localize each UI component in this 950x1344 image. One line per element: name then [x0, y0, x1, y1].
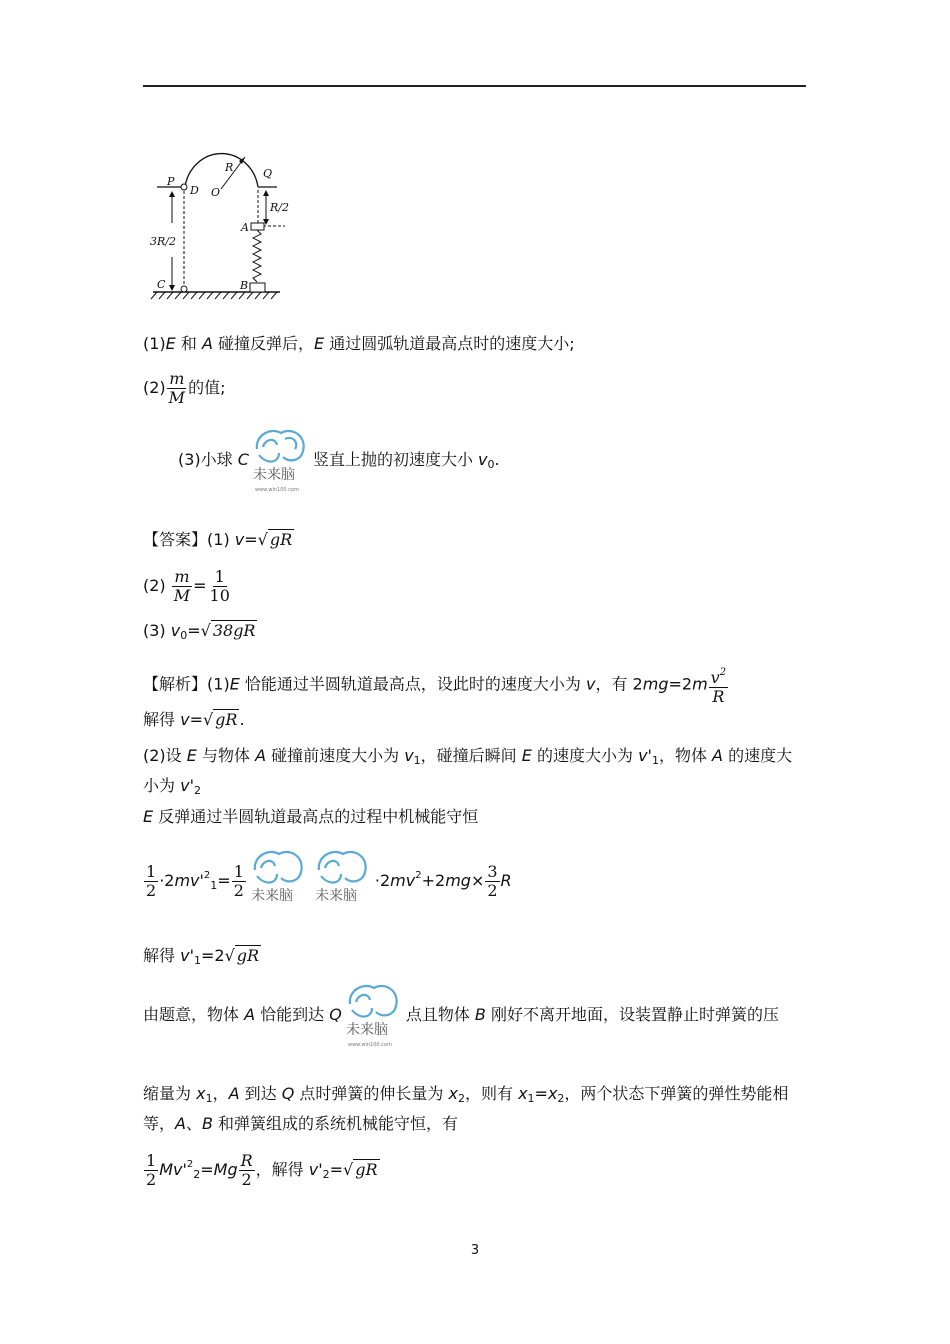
watermark-text: 未来脑 [252, 466, 295, 483]
text: = [217, 871, 231, 890]
q1-var: A [201, 334, 213, 353]
label-P: P [167, 175, 175, 188]
text: 反弹通过半圆轨道最高点的过程中机械能守恒 [153, 807, 479, 826]
var: R [500, 871, 512, 890]
text: 和弹簧组成的系统机械能守恒，有 [212, 1114, 459, 1133]
var: A [175, 1114, 186, 1133]
text: ·2 [159, 871, 175, 890]
answer-prefix: (1) [207, 530, 235, 549]
frac-num: m [169, 369, 185, 388]
text: = [329, 1160, 344, 1179]
watermark-logo [247, 846, 375, 918]
frac-den: M [173, 586, 191, 605]
q3-sub: 0 [487, 458, 495, 471]
var: x [518, 1084, 528, 1103]
sqrt: √ 38gR [200, 621, 256, 640]
analysis-line-7 [143, 944, 261, 973]
frac-num: 1 [146, 1151, 157, 1170]
var: E [186, 746, 197, 765]
q2-text: 的值; [188, 378, 226, 397]
var: A [228, 1084, 240, 1103]
radicand: gR [215, 710, 238, 729]
text: ，则有 [464, 1084, 519, 1103]
sup: 2 [415, 870, 422, 881]
text: ， [212, 1084, 229, 1103]
radicand: gR [355, 1160, 378, 1179]
q1-var: E [314, 334, 325, 353]
sup: 2 [203, 870, 211, 881]
analysis-label: 【解析】 [143, 674, 208, 694]
answer-eq: = [244, 530, 258, 549]
frac-den: M [168, 388, 186, 407]
answer-var: v [234, 530, 245, 549]
sub: 2 [193, 1168, 201, 1181]
text: (2)设 [143, 746, 187, 765]
fraction-m-over-M [167, 370, 187, 407]
var: mg [445, 871, 471, 890]
var: E [229, 674, 240, 694]
text: =2 [200, 946, 225, 965]
sqrt: √ gR [257, 530, 293, 549]
text: 点且物体 [405, 1005, 475, 1024]
prime: ' [189, 776, 194, 795]
frac-den: 2 [233, 881, 244, 900]
q1-var: E [165, 334, 176, 353]
text: ·2 [374, 871, 391, 890]
var: E [521, 746, 532, 765]
q1-text: 通过圆弧轨道最高点时的速度大小; [324, 334, 575, 353]
fraction-three-half [485, 863, 499, 900]
sub: 2 [322, 1168, 330, 1181]
analysis-line-11 [143, 1152, 380, 1189]
var: mg [642, 674, 669, 694]
watermark-text: 未来脑 [314, 887, 357, 904]
sub: 1 [527, 1092, 535, 1105]
var: v [308, 1160, 319, 1179]
answer-eq: = [187, 621, 201, 640]
sub: 2 [457, 1092, 465, 1105]
analysis-line-10 [143, 1112, 458, 1136]
analysis-equation-energy [143, 836, 512, 926]
text: 刚好不离开地面，设装置静止时弹簧的压 [485, 1005, 779, 1024]
q1-text: 碰撞反弹后， [212, 334, 315, 353]
text: ，两个状态下弹簧的弹性势能相 [564, 1084, 789, 1103]
label-D: D [190, 184, 199, 197]
physics-figure [145, 135, 290, 305]
answer-eq: = [193, 576, 207, 595]
answer-3 [143, 619, 257, 648]
analysis-line-3 [143, 744, 792, 773]
watermark-url: www.wln100.com [347, 1041, 392, 1048]
fraction-half [232, 863, 246, 900]
question-1 [143, 332, 575, 356]
text: 碰撞前速度大小为 [266, 746, 405, 765]
radicand: gR [236, 946, 260, 965]
fraction [709, 664, 728, 706]
watermark-logo [342, 980, 406, 1052]
var: B [474, 1005, 486, 1024]
var: Q [329, 1005, 342, 1024]
var: m [692, 674, 708, 694]
var: mv [390, 871, 416, 890]
analysis-line-9 [143, 1082, 788, 1111]
answer-2 [143, 568, 233, 605]
sub: 2 [557, 1092, 565, 1105]
sub: 1 [205, 1092, 213, 1105]
question-2 [143, 370, 225, 407]
label-O: O [211, 186, 221, 199]
text: 解得 [143, 946, 181, 965]
q3-var: C [237, 450, 249, 469]
frac-num: 3 [487, 862, 498, 881]
analysis-line-4 [143, 774, 201, 803]
text: 恰能到达 [255, 1005, 330, 1024]
analysis-line-5 [143, 805, 478, 829]
var: v [638, 746, 648, 765]
answer-label: 【答案】 [143, 530, 208, 549]
q2-prefix: (2) [143, 378, 166, 397]
frac-var: v [710, 668, 720, 687]
fraction-half [144, 863, 158, 900]
text: 与物体 [196, 746, 256, 765]
q3-end: . [494, 450, 500, 469]
text: 到达 [239, 1084, 282, 1103]
frac-num: R [240, 1151, 253, 1170]
q3-text: 竖直上抛的初速度大小 [312, 450, 479, 469]
sqrt: √ gR [343, 1160, 378, 1179]
var: A [244, 1005, 256, 1024]
label-A: A [241, 221, 249, 234]
text: ，解得 [255, 1160, 309, 1179]
var: B [201, 1114, 213, 1133]
label-C: C [157, 278, 166, 291]
answer-sub: 0 [180, 629, 188, 642]
prime: ' [189, 946, 194, 965]
fraction [172, 568, 192, 605]
answer-1 [143, 528, 294, 552]
analysis-line-2 [143, 708, 245, 732]
var: E [143, 807, 154, 826]
frac-den: 2 [146, 881, 157, 900]
var: A [712, 746, 723, 765]
analysis-line-8 [143, 975, 779, 1055]
sub: 1 [210, 879, 218, 892]
text: 缩量为 [143, 1084, 197, 1103]
text: =2 [668, 674, 693, 694]
var: v [585, 674, 596, 694]
text: 由题意，物体 [143, 1005, 245, 1024]
analysis-line-1 [143, 664, 729, 706]
watermark-logo [249, 425, 313, 497]
var: x [196, 1084, 206, 1103]
frac-num: 1 [233, 862, 244, 881]
prime: ' [647, 746, 652, 765]
label-R: R [225, 161, 234, 174]
var: v [180, 710, 190, 729]
label-B: B [240, 279, 249, 292]
text: = [200, 1160, 214, 1179]
label-3R-half: 3R/2 [150, 235, 176, 248]
question-3 [178, 420, 500, 505]
answer-prefix: (3) [143, 621, 171, 640]
frac-num: 1 [214, 567, 225, 586]
var: v [404, 746, 414, 765]
q3-var: v [478, 450, 488, 469]
text: 点时弹簧的伸长量为 [294, 1084, 449, 1103]
text: 小为 [143, 776, 181, 795]
watermark-text: 未来脑 [345, 1021, 388, 1038]
var: Q [281, 1084, 295, 1103]
frac-num [709, 664, 728, 688]
text: . [239, 710, 245, 729]
text: = [189, 710, 203, 729]
var: x [547, 1084, 558, 1103]
text: (1) [207, 674, 230, 694]
var: v [180, 946, 190, 965]
text: 的速度大小为 [531, 746, 639, 765]
fraction-half [144, 1152, 158, 1189]
prime: ' [182, 1160, 187, 1179]
text: 的速度大 [722, 746, 793, 765]
sup: 2 [719, 667, 727, 678]
text: 解得 [143, 710, 181, 729]
var: Mv [159, 1160, 183, 1179]
sub: 1 [651, 754, 659, 767]
label-Q: Q [263, 167, 273, 180]
label-R-half: R/2 [270, 201, 289, 214]
answer-var: v [170, 621, 181, 640]
prime: ' [318, 1160, 323, 1179]
q1-prefix: (1) [143, 334, 166, 353]
sup: 2 [186, 1159, 194, 1170]
header-rule [143, 85, 806, 87]
sub: 1 [413, 754, 421, 767]
frac-num: 1 [146, 862, 157, 881]
frac-den: 2 [146, 1170, 157, 1189]
frac-den: R [712, 687, 725, 706]
text: 等， [143, 1114, 176, 1133]
radicand: 38gR [212, 621, 256, 640]
var: x [448, 1084, 458, 1103]
sqrt: √ gR [224, 946, 260, 965]
text: ，有 2 [595, 674, 643, 694]
prime: ' [199, 871, 204, 890]
frac-den: 2 [487, 881, 498, 900]
fraction [208, 568, 232, 605]
text: 、 [185, 1114, 202, 1133]
page-number: 3 [470, 1243, 480, 1258]
frac-den: 2 [241, 1170, 252, 1189]
frac-den: 10 [209, 586, 230, 605]
fraction-R-half [239, 1152, 255, 1189]
var: A [255, 746, 267, 765]
text: +2 [421, 871, 446, 890]
q3-prefix: (3)小球 [178, 450, 238, 469]
var: Mg [213, 1160, 238, 1179]
text: 恰能通过半圆轨道最高点，设此时的速度大小为 [239, 674, 586, 694]
sqrt: √ gR [202, 710, 238, 729]
watermark-url: www.wln100.com [254, 486, 299, 493]
var: mv [174, 871, 200, 890]
answer-prefix: (2) [143, 576, 171, 595]
frac-num: m [174, 567, 190, 586]
text: ，物体 [658, 746, 713, 765]
var: v [180, 776, 190, 795]
sub: 1 [193, 954, 201, 967]
q1-text: 和 [175, 334, 202, 353]
watermark-text: 未来脑 [250, 887, 293, 904]
text: = [534, 1084, 548, 1103]
text: ，碰撞后瞬间 [420, 746, 522, 765]
radicand: gR [269, 530, 293, 549]
text: × [470, 871, 485, 890]
sub: 2 [193, 784, 201, 797]
